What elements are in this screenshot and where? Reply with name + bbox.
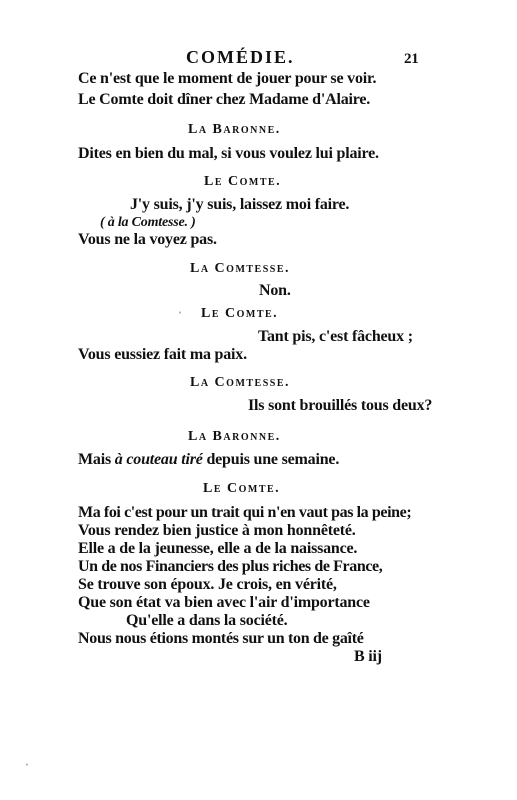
verse-line: Un de nos Financiers des plus riches de France, <box>78 558 383 575</box>
ink-speck: ˌ <box>25 752 29 766</box>
speaker-name: La Baronne. <box>188 122 281 137</box>
verse-line: J'y suis, j'y suis, laissez moi faire. <box>130 196 350 213</box>
verse-line: Que son état va bien avec l'air d'importance <box>78 594 370 611</box>
verse-line: Vous ne la voyez pas. <box>78 231 217 248</box>
verse-line: Ce n'est que le moment de jouer pour se voir. <box>78 70 377 87</box>
verse-text: Mais <box>78 451 115 468</box>
verse-line: Vous rendez bien justice à mon honnêteté. <box>78 522 356 539</box>
speaker-name: Le Comte. <box>203 481 281 496</box>
verse-line: Non. <box>259 282 291 299</box>
verse-line: Vous eussiez fait ma paix. <box>78 346 247 363</box>
stage-direction: ( à la Comtesse. ) <box>100 215 196 230</box>
speaker-name: Le Comte. <box>204 174 282 189</box>
verse-line: Se trouve son époux. Je crois, en vérité, <box>78 576 337 593</box>
speaker-name: La Comtesse. <box>190 261 291 276</box>
speaker-name: Le Comte. <box>201 306 279 321</box>
verse-line: Le Comte doit dîner chez Madame d'Alaire. <box>78 91 371 108</box>
verse-line: Elle a de la jeunesse, elle a de la naissance. <box>78 540 358 557</box>
verse-line: Dites en bien du mal, si vous voulez lui plaire. <box>78 145 379 162</box>
verse-line: Qu'elle a dans la société. <box>126 612 288 629</box>
speaker-name: La Baronne. <box>188 429 281 444</box>
verse-text: depuis une semaine. <box>202 451 340 468</box>
speaker-name: La Comtesse. <box>190 375 291 390</box>
verse-line: Ma foi c'est pour un trait qui n'en vaut pas la peine; <box>78 504 412 521</box>
signature-mark: B iij <box>354 648 382 665</box>
verse-line: Nous nous étions montés sur un ton de gaîté <box>78 630 364 647</box>
verse-line <box>78 451 339 469</box>
verse-text-italic: à couteau tiré <box>114 451 203 468</box>
verse-line: Tant pis, c'est fâcheux ; <box>258 328 413 345</box>
ink-speck: ˌ <box>178 300 182 314</box>
verse-line: Ils sont brouillés tous deux? <box>248 397 433 414</box>
page-number: 21 <box>404 51 419 67</box>
running-title: COMÉDIE. <box>186 47 295 67</box>
